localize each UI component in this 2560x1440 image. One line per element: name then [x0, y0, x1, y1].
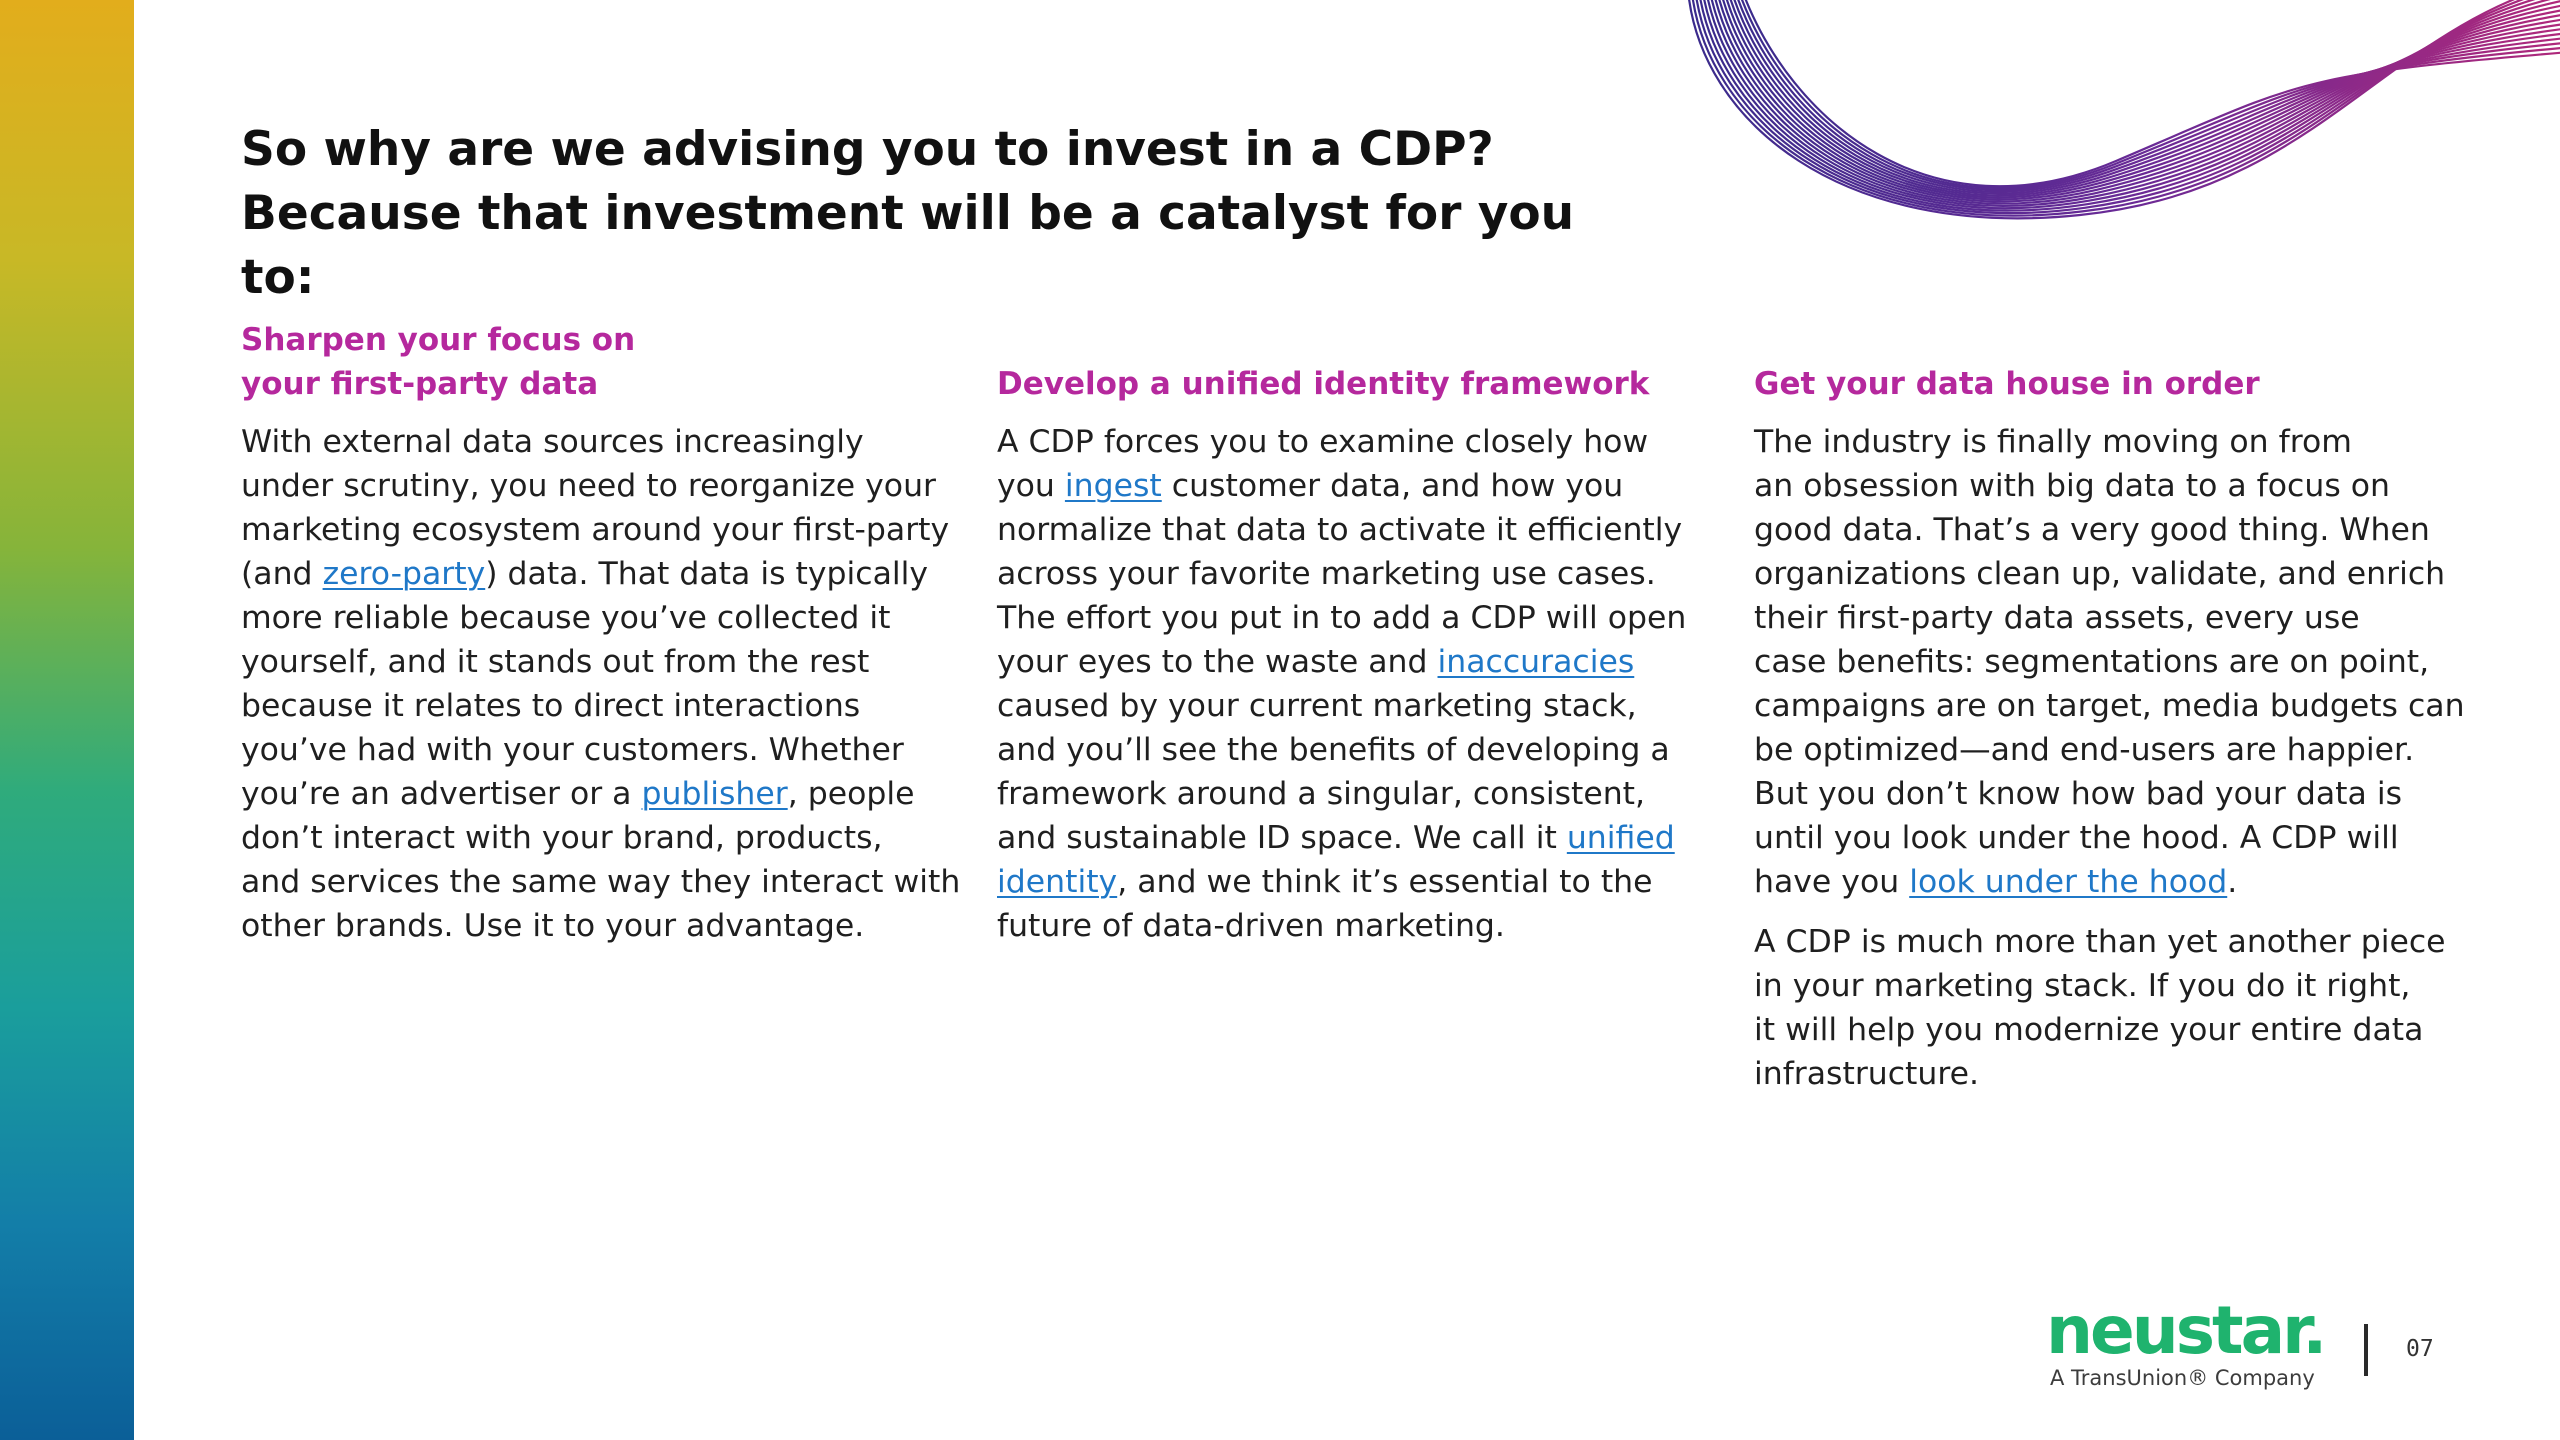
- text-line: [241, 772, 941, 816]
- text-line: [241, 552, 941, 596]
- column-title-line-1: Sharpen your focus on: [241, 322, 636, 358]
- column-title-line-1: Get your data house in order: [1754, 366, 2260, 402]
- inaccuracies-link[interactable]: inaccuracies: [1437, 644, 1635, 680]
- text-line: under scrutiny, you need to reorganize your: [241, 468, 936, 504]
- text-line: yourself, and it stands out from the rest: [241, 644, 870, 680]
- column-data-house: [1754, 318, 2465, 1112]
- logo-tagline: A TransUnion® Company: [2050, 1366, 2315, 1390]
- text-line: and services the same way they interact with: [241, 864, 961, 900]
- text-fragment: , people: [787, 776, 915, 812]
- text-line: more reliable because you’ve collected it: [241, 600, 891, 636]
- text-line: But you don’t know how bad your data is: [1754, 776, 2402, 812]
- text-line: in your marketing stack. If you do it right,: [1754, 968, 2411, 1004]
- paragraph: [241, 420, 961, 948]
- text-line: infrastructure.: [1754, 1056, 1980, 1092]
- text-line: other brands. Use it to your advantage.: [241, 908, 865, 944]
- neustar-logo: [2046, 1292, 2326, 1390]
- text-line: campaigns are on target, media budgets can: [1754, 688, 2465, 724]
- text-line: an obsession with big data to a focus on: [1754, 468, 2390, 504]
- text-fragment: ) data. That data is typically: [485, 556, 929, 592]
- unified-identity-link[interactable]: identity: [997, 864, 1118, 900]
- text-line: [997, 860, 1697, 904]
- text-line: A CDP forces you to examine closely how: [997, 424, 1649, 460]
- text-line: good data. That’s a very good thing. When: [1754, 512, 2430, 548]
- text-line: organizations clean up, validate, and enrich: [1754, 556, 2446, 592]
- text-line: framework around a singular, consistent,: [997, 776, 1646, 812]
- text-line: With external data sources increasingly: [241, 424, 864, 460]
- text-line: case benefits: segmentations are on point,: [1754, 644, 2430, 680]
- text-line: normalize that data to activate it efficiently: [997, 512, 1683, 548]
- text-fragment: you: [997, 468, 1065, 504]
- decorative-wave-graphic: [1660, 0, 2560, 260]
- column-title: [997, 318, 1697, 406]
- text-line: caused by your current marketing stack,: [997, 688, 1637, 724]
- heading-line-1: So why are we advising you to invest in a CDP?: [241, 122, 1494, 177]
- column-title-line-1: Develop a unified identity framework: [997, 366, 1650, 402]
- look-under-the-hood-link[interactable]: look under the hood: [1909, 864, 2228, 900]
- text-fragment: .: [2227, 864, 2238, 900]
- paragraph: [1754, 920, 2454, 1096]
- column-body: [241, 420, 961, 948]
- heading-line-2: Because that investment will be a catalyst for you to:: [241, 186, 1575, 305]
- text-line: it will help you modernize your entire data: [1754, 1012, 2424, 1048]
- text-line: [1754, 860, 2454, 904]
- column-body: [1754, 420, 2465, 1096]
- text-line: [997, 816, 1697, 860]
- text-fragment: have you: [1754, 864, 1910, 900]
- ingest-link[interactable]: ingest: [1064, 468, 1162, 504]
- text-line: future of data-driven marketing.: [997, 908, 1505, 944]
- paragraph: [997, 420, 1697, 948]
- text-line: you’ve had with your customers. Whether: [241, 732, 904, 768]
- text-line: [997, 464, 1697, 508]
- text-line: The industry is finally moving on from: [1754, 424, 2352, 460]
- page-heading: [241, 118, 1641, 310]
- text-line: The effort you put in to add a CDP will open: [997, 600, 1687, 636]
- text-line: across your favorite marketing use cases.: [997, 556, 1656, 592]
- text-fragment: , and we think it’s essential to the: [1117, 864, 1653, 900]
- logo-wordmark: neustar.: [2046, 1292, 2325, 1369]
- text-fragment: you’re an advertiser or a: [241, 776, 642, 812]
- text-line: and you’ll see the benefits of developing a: [997, 732, 1670, 768]
- text-line: [997, 640, 1697, 684]
- column-unified-identity: [997, 318, 1697, 964]
- text-line: because it relates to direct interactions: [241, 688, 861, 724]
- text-fragment: and sustainable ID space. We call it: [997, 820, 1567, 856]
- text-line: don’t interact with your brand, products,: [241, 820, 883, 856]
- column-title: [1754, 318, 2454, 406]
- publisher-link[interactable]: publisher: [641, 776, 788, 812]
- column-title-line-2: your first-party data: [241, 366, 599, 402]
- gradient-side-bar: [0, 0, 134, 1440]
- text-line: until you look under the hood. A CDP will: [1754, 820, 2399, 856]
- text-line: be optimized—and end-users are happier.: [1754, 732, 2415, 768]
- text-line: A CDP is much more than yet another piece: [1754, 924, 2446, 960]
- text-line: marketing ecosystem around your first-party: [241, 512, 950, 548]
- unified-identity-link[interactable]: unified: [1566, 820, 1675, 856]
- zero-party-link[interactable]: zero-party: [322, 556, 486, 592]
- paragraph: [1754, 420, 2465, 904]
- text-fragment: your eyes to the waste and: [997, 644, 1438, 680]
- column-first-party-data: [241, 318, 961, 964]
- column-body: [997, 420, 1697, 948]
- text-fragment: (and: [241, 556, 323, 592]
- footer-divider: [2364, 1324, 2368, 1376]
- text-fragment: customer data, and how you: [1161, 468, 1624, 504]
- text-line: their first-party data assets, every use: [1754, 600, 2360, 636]
- column-title: [241, 318, 941, 406]
- page-number: 07: [2406, 1336, 2434, 1362]
